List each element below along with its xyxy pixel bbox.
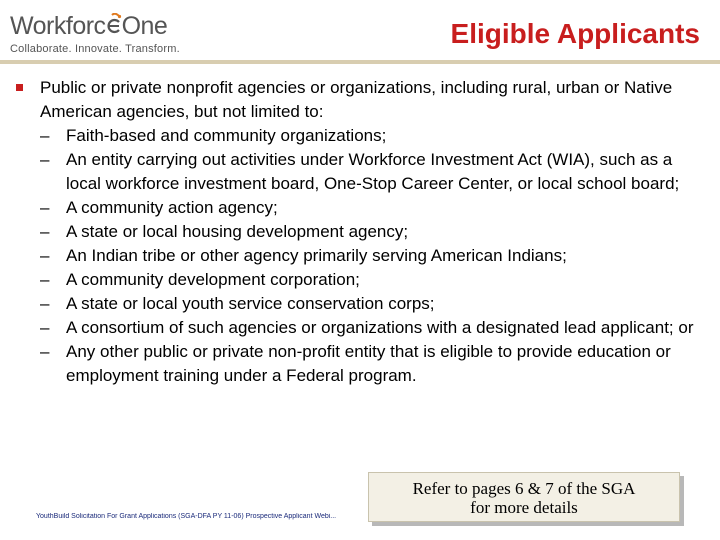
logo-tagline: Collaborate. Innovate. Transform.	[10, 43, 180, 55]
footer-source: YouthBuild Solicitation For Grant Applications (SGA-DFA PY 11-06) Prospective Applicant Webi...	[36, 513, 337, 520]
list-item	[40, 148, 706, 196]
dash-icon: –	[40, 342, 50, 361]
header-divider	[0, 60, 720, 64]
list-item	[40, 340, 706, 388]
logo-e-mark-icon	[106, 13, 122, 35]
logo-wordmark	[10, 12, 180, 40]
callout-box	[368, 472, 680, 522]
list-item	[40, 196, 706, 220]
list-item-text: An Indian tribe or other agency primarily serving American Indians;	[66, 246, 567, 265]
dash-icon: –	[40, 294, 50, 313]
slide-header	[0, 0, 720, 62]
callout-line-1: Refer to pages 6 & 7 of the SGA	[412, 479, 636, 498]
list-item-text: Faith-based and community organizations;	[66, 126, 387, 145]
list-item-text: An entity carrying out activities under Workforce Investment Act (WIA), such as a local workforce investment board, One-Stop Career Center, or local school board;	[66, 150, 680, 193]
list-item	[40, 244, 706, 268]
list-item-text: Any other public or private non-profit entity that is eligible to provide education or employment training under a Federal program.	[66, 342, 671, 385]
list-item-text: A community development corporation;	[66, 270, 360, 289]
dash-icon: –	[40, 198, 50, 217]
square-bullet-icon	[16, 84, 23, 91]
slide-content	[16, 76, 706, 388]
list-item	[40, 316, 706, 340]
dash-icon: –	[40, 222, 50, 241]
logo-text-right: One	[121, 12, 168, 40]
dash-icon: –	[40, 126, 50, 145]
list-item-text: A state or local housing development agency;	[66, 222, 409, 241]
slide-title: Eligible Applicants	[450, 18, 700, 49]
list-item-text: A community action agency;	[66, 198, 278, 217]
list-item	[40, 220, 706, 244]
list-item-text: A state or local youth service conservation corps;	[66, 294, 435, 313]
list-item	[40, 268, 706, 292]
main-bullet-text: Public or private nonprofit agencies or organizations, including rural, urban or Native American agencies, but not limited to:	[40, 78, 673, 121]
dash-icon: –	[40, 318, 50, 337]
workforce-one-logo	[10, 12, 180, 55]
list-item-text: A consortium of such agencies or organizations with a designated lead applicant; or	[66, 318, 694, 337]
logo-text-left: Workforc	[10, 12, 106, 40]
dash-icon: –	[40, 246, 50, 265]
list-item	[40, 292, 706, 316]
dash-icon: –	[40, 270, 50, 289]
callout-line-2: for more details	[470, 498, 578, 517]
main-bullet	[16, 76, 706, 124]
dash-icon: –	[40, 150, 50, 169]
sub-bullet-list	[16, 124, 706, 388]
list-item	[40, 124, 706, 148]
